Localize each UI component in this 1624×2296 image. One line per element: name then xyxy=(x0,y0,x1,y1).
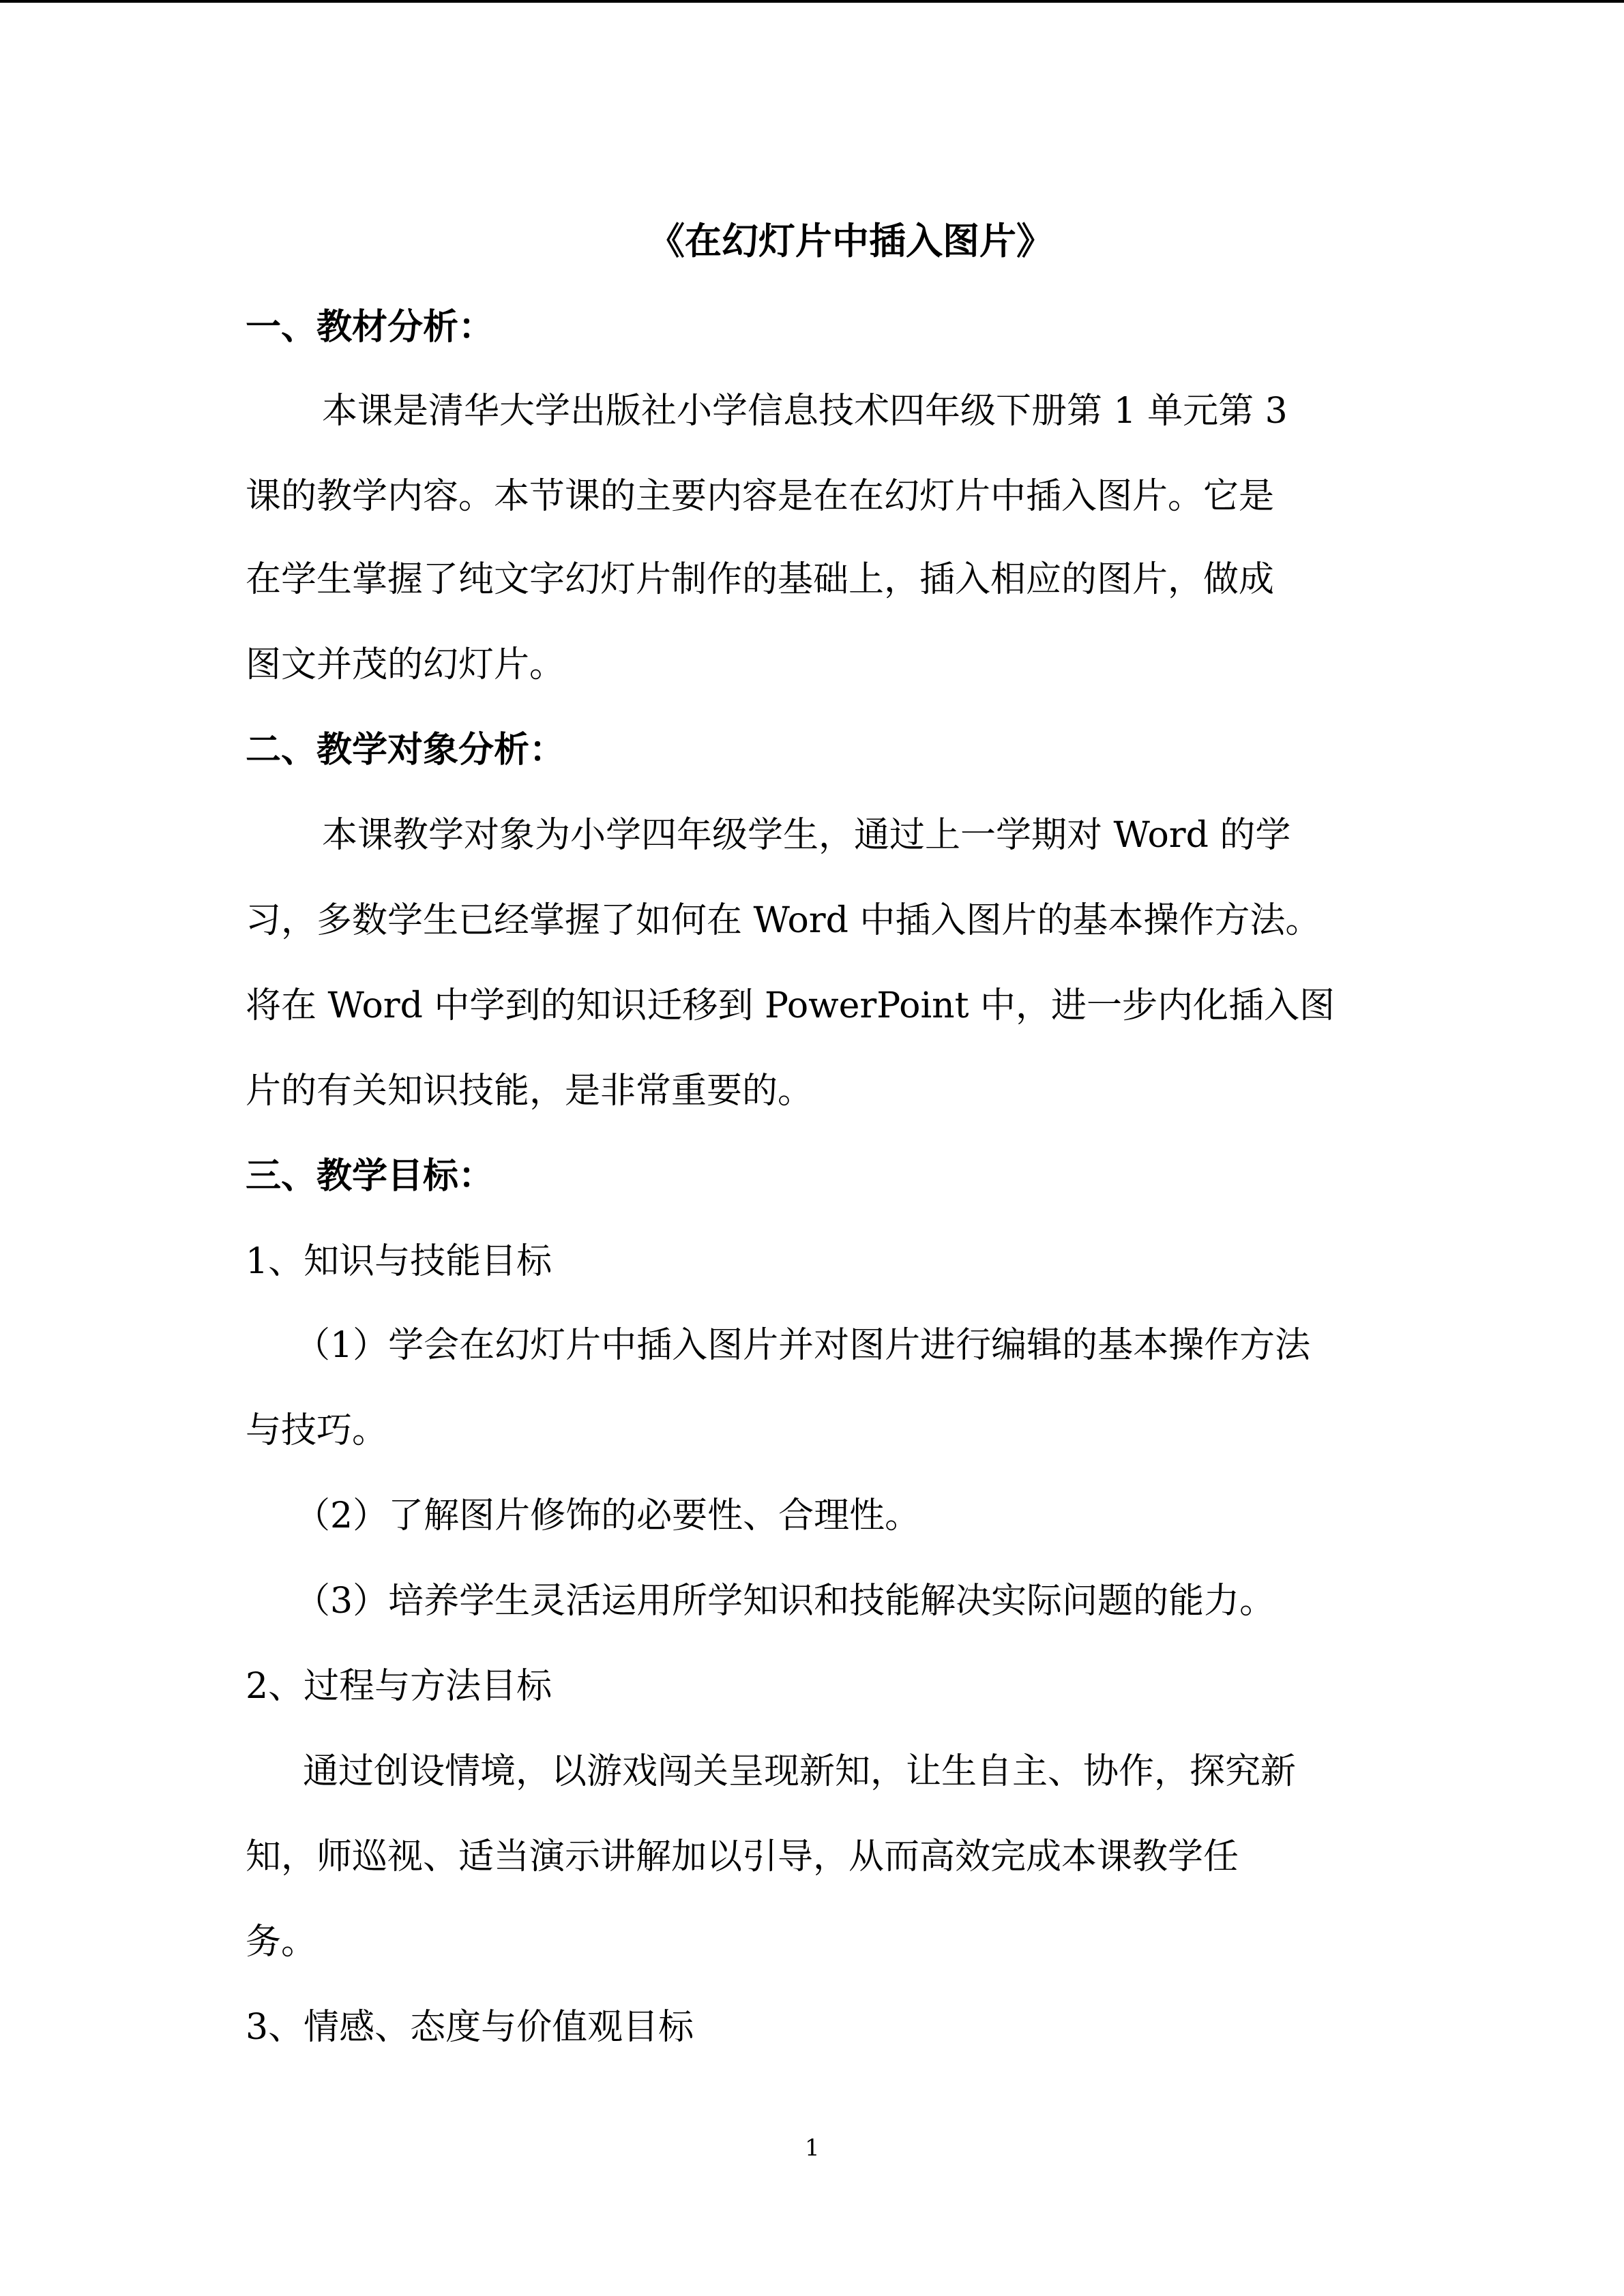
section-heading-textbook-analysis: 一、教材分析： xyxy=(246,307,494,348)
paragraph-line: 图文并茂的幻灯片。 xyxy=(246,644,565,685)
goal-title-emotion-attitude-values: 3、情感、态度与价值观目标 xyxy=(246,2007,694,2048)
goal-title-knowledge-skills: 1、知识与技能目标 xyxy=(246,1241,552,1282)
goal-item: （2）了解图片修饰的必要性、合理性。 xyxy=(295,1495,921,1536)
paragraph-line: 本课教学对象为小学四年级学生，通过上一学期对 Word 的学 xyxy=(322,815,1291,856)
section-heading-teaching-goals: 三、教学目标： xyxy=(246,1156,494,1197)
paragraph-line: 知，师巡视、适当演示讲解加以引导，从而高效完成本课教学任 xyxy=(246,1836,1239,1877)
paragraph-line: 课的教学内容。本节课的主要内容是在在幻灯片中插入图片。它是 xyxy=(246,476,1275,517)
paragraph-line: 本课是清华大学出版社小学信息技术四年级下册第 1 单元第 3 xyxy=(322,391,1288,432)
goal-item-continuation: 与技巧。 xyxy=(246,1410,388,1451)
section-heading-student-analysis: 二、教学对象分析： xyxy=(246,730,565,771)
goal-item: （1）学会在幻灯片中插入图片并对图片进行编辑的基本操作方法 xyxy=(295,1325,1311,1366)
paragraph-line: 在学生掌握了纯文字幻灯片制作的基础上，插入相应的图片，做成 xyxy=(246,559,1275,600)
paragraph-line: 将在 Word 中学到的知识迁移到 PowerPoint 中，进一步内化插入图 xyxy=(246,985,1335,1026)
document-page xyxy=(246,0,1378,2296)
goal-item: （3）培养学生灵活运用所学知识和技能解决实际问题的能力。 xyxy=(295,1581,1275,1622)
document-title: 《在幻灯片中插入图片》 xyxy=(648,219,1053,263)
paragraph-line: 片的有关知识技能，是非常重要的。 xyxy=(246,1071,814,1112)
paragraph-line: 通过创设情境，以游戏闯关呈现新知，让生自主、协作，探究新 xyxy=(303,1751,1297,1792)
goal-title-process-methods: 2、过程与方法目标 xyxy=(246,1666,552,1707)
paragraph-line: 务。 xyxy=(246,1922,317,1963)
page-number: 1 xyxy=(805,2134,820,2162)
paragraph-line: 习，多数学生已经掌握了如何在 Word 中插入图片的基本操作方法。 xyxy=(246,900,1321,941)
